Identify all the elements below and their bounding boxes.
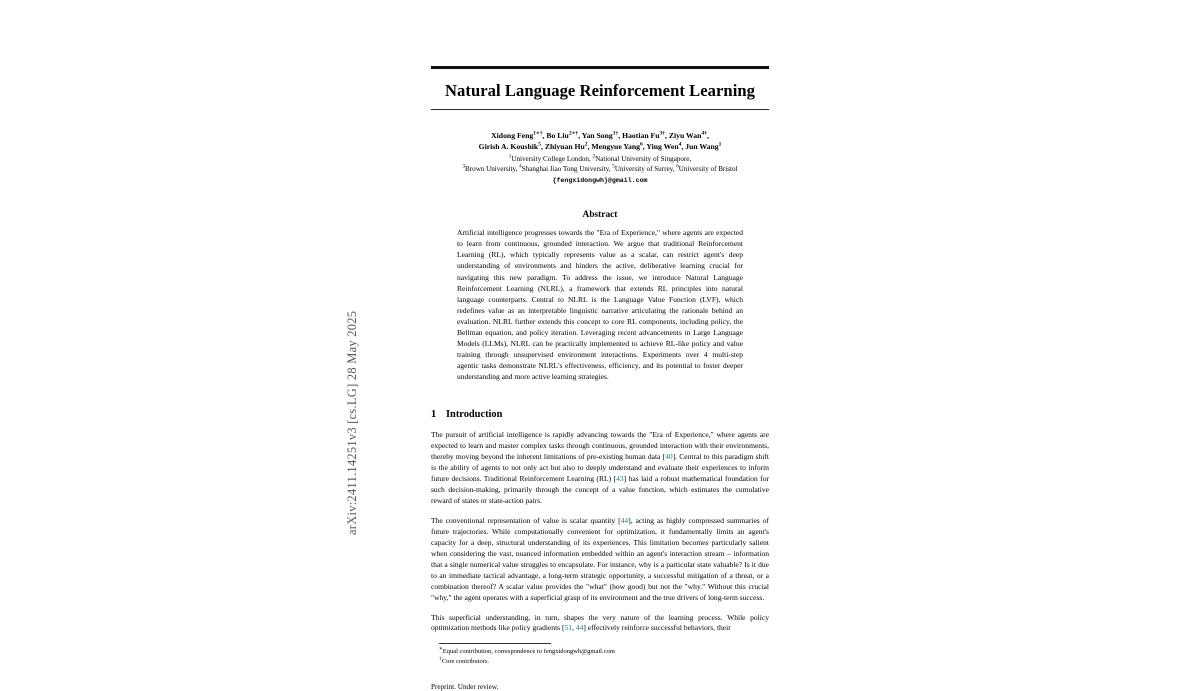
- paragraph-text: The conventional representation of value is scalar quantity [: [431, 515, 621, 525]
- author-name: Girish A. Koushik: [478, 142, 539, 152]
- intro-paragraph-1: [431, 430, 769, 507]
- author-sep: , Ying Wen: [642, 142, 679, 152]
- footnote-mark: ∗: [439, 646, 443, 653]
- section-heading-introduction: [431, 409, 769, 420]
- abstract-body: Artificial intelligence progresses towards the "Era of Experience," where agents are expected to learn from continuous, grounded interaction. We argue that traditional Reinforcement Learning (RL), which typically represents value as a scalar, can restrict agent's deep understanding of environments and hinders the active, deliberative learning crucial for navigating this new paradigm. To address the issue, we introduce Natural Language Reinforcement Learning (NLRL), a framework that extends RL principles into natural language counterparts. Central to NLRL is the Language Value Function (LVF), which redefines value as an interpretable linguistic narrative articulating the rationale behind an evaluation. NLRL further extends this concept to core RL components, including policy, the Bellman equation, and policy iteration. Leveraging recent advancements in Large Language Models (LLMs), NLRL can be practically implemented to achieve RL-like policy and value training through unsupervised environment interactions. Experiments over 4 multi-step agentic tasks demonstrate NLRL's effectiveness, efficiency, and its potential to foster deeper understanding and more active learning strategies.: [457, 228, 743, 381]
- author-affil-mark: 5: [538, 141, 541, 148]
- author-sep: , Yan Song: [578, 131, 613, 141]
- author-affil-mark: 6: [640, 141, 643, 148]
- citation-link[interactable]: 43: [616, 473, 624, 483]
- footnote-separator-rule: [439, 643, 551, 644]
- author-affil-mark: 4: [678, 141, 682, 148]
- author-affil-mark: 1: [718, 141, 722, 148]
- footnote-text: Core contributors.: [441, 658, 490, 665]
- paragraph-text: ] effectively reinforce successful behaviors, their: [583, 623, 731, 633]
- author-sep: , Haotian Fu: [618, 131, 660, 141]
- section-title: Introduction: [446, 408, 503, 420]
- paragraph-text: This superficial understanding, in turn, shapes the very nature of the learning process. While policy optimization methods like policy gradients [: [431, 612, 769, 633]
- footnote-text: Equal contribution, correspondence to fengxidongwh@gmail.com: [442, 648, 615, 656]
- author-sep: , Jun Wang: [681, 142, 719, 152]
- author-sep: ,: [706, 131, 709, 141]
- paper-page: [431, 0, 769, 691]
- affiliation-line-1: [431, 154, 769, 164]
- footnote-mark: †: [439, 655, 442, 662]
- author-affil-mark: 1†: [612, 130, 619, 137]
- paragraph-text: ], acting as highly compressed summaries of future trajectories. While computationally convenient for optimization, it fundamentally limits an agent's capacity for a deep, structural understanding of its experiences. This limitation becomes particularly salient when considering the vast, nuanced information embedded within an agent's interaction stream – information that a single numerical value struggles to encapsulate. For instance, why is a particular state valuable? Is it due to an immediate tactical advantage, a long-term strategic opportunity, a successful mitigation of a threat, or a combination thereof? A scalar value provides the "what" (how good) but not the "why." Without this crucial "why," the agent operates with a superficial grasp of its environment and the true drivers of long-term success.: [431, 515, 769, 602]
- author-list: [431, 131, 769, 185]
- author-affil-mark: 3†: [659, 130, 666, 137]
- page-title: Natural Language Reinforcement Learning: [445, 80, 755, 100]
- affil-name: National University of Singapore,: [595, 154, 692, 163]
- footnote-equal-contribution: [439, 647, 769, 657]
- author-sep: , Zhiyuan Hu: [540, 142, 585, 152]
- affil-mark: 1: [508, 153, 512, 160]
- citation-separator: ,: [572, 623, 576, 633]
- citation-link[interactable]: 44: [620, 515, 629, 525]
- title-bottom-rule: [431, 109, 769, 110]
- affil-name: University of Bristol: [678, 165, 738, 174]
- author-line-1: [431, 131, 769, 142]
- author-affil-mark: 4†: [701, 130, 707, 137]
- contact-email: {fengxidongwh}@gmail.com: [552, 176, 648, 184]
- citation-link[interactable]: 51: [564, 623, 573, 633]
- affil-mark: 6: [676, 164, 679, 171]
- author-name: Xidong Feng: [491, 131, 534, 141]
- intro-paragraph-2: [431, 516, 769, 604]
- affil-mark: 5: [612, 164, 615, 171]
- affil-mark: 3: [462, 164, 466, 171]
- affil-name: University College London,: [511, 154, 593, 163]
- paragraph-text: ] has laid a robust mathematical foundation for such decision-making, primarily through the concept of a value function, which estimates the cumulative reward of states or state-action pairs.: [431, 473, 769, 505]
- author-affil-mark: 2: [584, 141, 588, 148]
- abstract-heading: Abstract: [582, 210, 618, 221]
- title-top-rule: [431, 66, 769, 69]
- affil-mark: 2: [592, 153, 596, 160]
- author-affil-mark: 1∗†: [533, 130, 543, 137]
- preprint-notice: Preprint. Under review.: [431, 682, 499, 691]
- citation-link[interactable]: 40: [665, 451, 673, 461]
- affil-mark: 4: [519, 164, 522, 171]
- author-sep: , Bo Liu: [542, 131, 569, 141]
- section-number: 1: [431, 408, 437, 420]
- citation-link[interactable]: 44: [575, 623, 584, 633]
- paragraph-text: The pursuit of artificial intelligence is rapidly advancing towards the "Era of Experience," where agents are expected to learn and master complex tasks through continuous, grounded interaction with their environments, thereby moving beyond the inherent limitations of pre-existing human data [: [431, 429, 769, 461]
- affil-name: Shanghai Jiao Tong University,: [521, 165, 613, 174]
- affil-name: Brown University,: [465, 165, 520, 174]
- intro-paragraph-3: [431, 613, 769, 635]
- author-sep: , Ziyu Wan: [665, 131, 702, 141]
- affil-name: University of Surrey,: [614, 165, 677, 174]
- author-affil-mark: 2∗†: [568, 130, 579, 137]
- arxiv-identifier-stamp: arXiv:2411.14251v3 [cs.LG] 28 May 2025: [345, 310, 359, 535]
- affiliation-line-2: [431, 164, 769, 174]
- paragraph-text: ]. Central to this paradigm shift is the ability of agents to not only act but also to deeply understand and evaluate their experiences to inform future decisions. Traditional Reinforcement Learning (RL) [: [431, 451, 769, 483]
- author-line-2: [431, 142, 769, 153]
- footnote-core-contributors: [439, 657, 769, 667]
- author-sep: , Mengyue Yang: [587, 142, 641, 152]
